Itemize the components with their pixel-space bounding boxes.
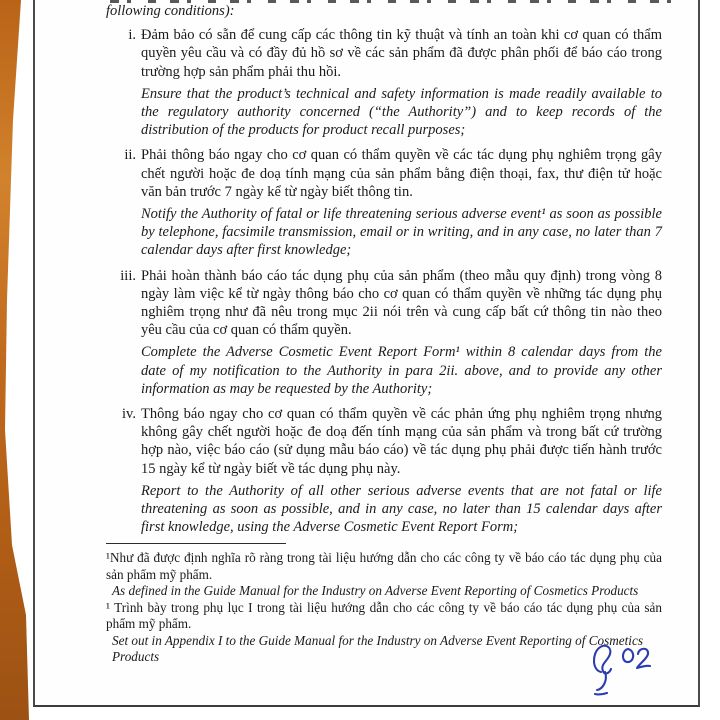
footnote-1-vietnamese: ¹Như đã được định nghĩa rõ ràng trong tài liệu hướng dẫn cho các công ty về báo cáo tác dụng phụ của sản phẩm mỹ phẩm.	[106, 550, 662, 582]
list-numeral: i.	[128, 27, 136, 44]
vietnamese-paragraph: Phải thông báo ngay cho cơ quan có thẩm quyền về các tác dụng phụ nghiêm trọng gây chết người hoặc đe doạ tính mạng của sản phẩm bằng điện thoại, fax, thư điện tử hoặc văn bản trước 7 ngày kể từ ngày biết thông tin.	[141, 147, 662, 200]
list-item-ii	[106, 146, 662, 201]
footnote-1-english: As defined in the Guide Manual for the Industry on Adverse Event Reporting of Cosmetics Products	[112, 583, 639, 598]
book-cover-edge	[0, 0, 34, 720]
footnote-2-vietnamese: ¹ Trình bày trong phụ lục I trong tài liệu hướng dẫn cho các công ty về báo cáo tác dụng phụ của sản phẩm mỹ phẩm.	[106, 599, 662, 631]
footnote-separator-rule	[106, 543, 286, 544]
page-body	[106, 2, 662, 543]
english-translation-paragraph: Ensure that the product’s technical and safety information is made readily available to the regulatory authority concerned (“the Authority”) and to keep records of the distribution of the products for product recall purposes;	[141, 85, 662, 139]
list-item-iii	[106, 267, 662, 340]
footnotes-section	[106, 543, 662, 666]
vietnamese-paragraph: Đảm bảo có sẵn để cung cấp các thông tin kỹ thuật và tính an toàn khi cơ quan có thẩm quyền yêu cầu và có đầy đủ hồ sơ về các sản phẩm đã được phân phối để báo cáo trong trường hợp sản phẩm phải thu hồi.	[141, 27, 662, 80]
vietnamese-paragraph: Thông báo ngay cho cơ quan có thẩm quyền về các phản ứng phụ nghiêm trọng nhưng không gây chết người hoặc đe doạ đến tính mạng của sản phẩm và trong bất cứ trường hợp nào, việc báo cáo (sử dụng mẫu báo cáo) về tác dụng phụ phải được tiến hành trước 15 ngày kể từ ngày biết về tác dụng phụ này.	[141, 406, 662, 477]
english-translation-paragraph: Report to the Authority of all other serious adverse events that are not fatal or life threatening as soon as possible, and in any case, no later than 15 calendar days after first knowledge, using the Adverse Cosmetic Event Report Form;	[141, 482, 662, 536]
list-item-i	[106, 26, 662, 81]
handwritten-signature	[590, 642, 654, 698]
list-numeral: iii.	[120, 267, 136, 284]
footnote-2-english: Set out in Appendix I to the Guide Manual for the Industry on Adverse Event Reporting of Cosmetics Products	[112, 632, 643, 664]
list-numeral: iv.	[122, 406, 136, 423]
vietnamese-paragraph: Phải hoàn thành báo cáo tác dụng phụ của sản phẩm (theo mẫu quy định) trong vòng 8 ngày làm việc kể từ ngày thông báo cho cơ quan có thẩm quyền về những tác dụng phụ nghiêm trọng như đã nêu trong mục 2ii nói trên và cung cấp bất cứ thông tin nào theo yêu cầu của cơ quan có thẩm quyền.	[141, 267, 662, 339]
intro-line: following conditions):	[106, 3, 235, 19]
english-translation-paragraph: Notify the Authority of fatal or life threatening serious adverse event¹ as soon as possible by telephone, facsimile transmission, email or in writing, and in any case, no later than 7 calendar days after first knowledge;	[141, 206, 662, 259]
english-translation-paragraph: Complete the Adverse Cosmetic Event Report Form¹ within 8 calendar days from the date of my notification to the Authority in para 2ii. above, and to provide any other information as may be requested by the Authority;	[141, 344, 662, 397]
list-numeral: ii.	[124, 147, 136, 164]
list-item-iv	[106, 405, 662, 478]
